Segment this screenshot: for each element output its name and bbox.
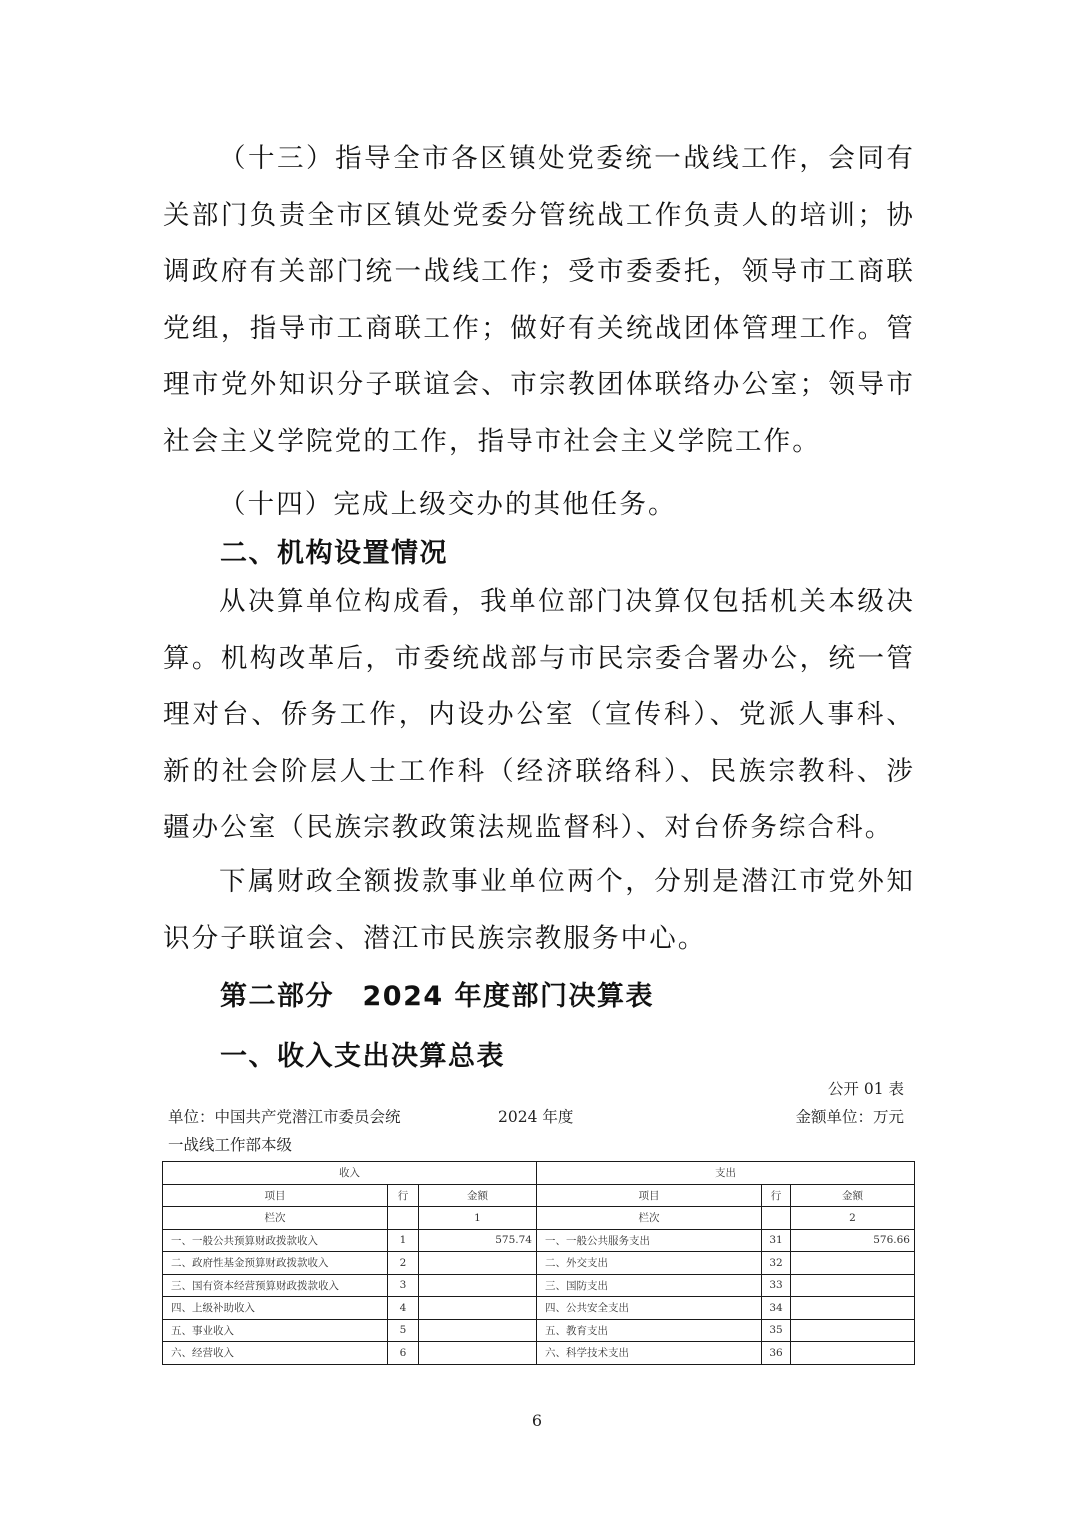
paragraph-organization-1: 从决算单位构成看，我单位部门决算仅包括机关本级决算。机构改革后，市委统战部与市民宗委合署办公，统一管理对台、侨务工作，内设办公室（宣传科）、党派人事科、新的社会阶层人士工作科（经济联络科）、民族宗教科、涉疆办公室（民族宗教政策法规监督科）、对台侨务综合科。 xyxy=(163,586,915,843)
heading-table-one: 一、收入支出决算总表 xyxy=(220,1041,505,1072)
table-section-header-row xyxy=(163,1162,915,1185)
page-number: 6 xyxy=(531,1411,543,1430)
expense-item: 三、国防支出 xyxy=(537,1274,762,1297)
expense-row-no: 34 xyxy=(762,1297,791,1320)
expense-item: 六、科学技术支出 xyxy=(537,1342,762,1365)
expense-section-header: 支出 xyxy=(537,1162,915,1185)
income-item: 六、经营收入 xyxy=(163,1342,388,1365)
table-row xyxy=(163,1252,915,1275)
unit-name-line1: 单位：中国共产党潜江市委员会统 xyxy=(168,1108,401,1126)
expense-item: 一、一般公共服务支出 xyxy=(537,1229,762,1252)
amount-unit: 金额单位：万元 xyxy=(795,1108,904,1126)
income-expense-summary-table xyxy=(162,1161,915,1365)
income-item: 五、事业收入 xyxy=(163,1319,388,1342)
income-item: 四、上级补助收入 xyxy=(163,1297,388,1320)
income-item: 二、政府性基金预算财政拨款收入 xyxy=(163,1252,388,1275)
income-amount xyxy=(419,1252,537,1275)
income-item-header: 项目 xyxy=(163,1184,388,1207)
heading-organization-setup: 二、机构设置情况 xyxy=(220,538,448,569)
expense-amount-header: 金额 xyxy=(791,1184,915,1207)
expense-row-header: 行 xyxy=(762,1184,791,1207)
expense-row-no: 31 xyxy=(762,1229,791,1252)
paragraph-duty-14: （十四）完成上级交办的其他任务。 xyxy=(219,489,677,520)
expense-row-no: 33 xyxy=(762,1274,791,1297)
paragraph-duty-13: （十三）指导全市各区镇处党委统一战线工作，会同有关部门负责全市区镇处党委分管统战工作负责人的培训；协调政府有关部门统一战线工作；受市委委托，领导市工商联党组，指导市工商联工作；做好有关统战团体管理工作。管理市党外知识分子联谊会、市宗教团体联络办公室；领导市社会主义学院党的工作，指导市社会主义学院工作。 xyxy=(163,143,915,457)
expense-index-row-blank xyxy=(762,1207,791,1230)
fiscal-year: 2024 年度 xyxy=(498,1108,574,1126)
heading-part-two: 第二部分 2024 年度部门决算表 xyxy=(220,981,655,1012)
table-column-index-row xyxy=(163,1207,915,1230)
paragraph-organization-2: 下属财政全额拨款事业单位两个，分别是潜江市党外知识分子联谊会、潜江市民族宗教服务中心。 xyxy=(163,866,915,954)
income-row-no: 3 xyxy=(388,1274,419,1297)
expense-amount xyxy=(791,1274,915,1297)
expense-row-no: 35 xyxy=(762,1319,791,1342)
income-item: 一、一般公共预算财政拨款收入 xyxy=(163,1229,388,1252)
income-row-no: 4 xyxy=(388,1297,419,1320)
expense-amount xyxy=(791,1319,915,1342)
expense-amount xyxy=(791,1342,915,1365)
expense-amount xyxy=(791,1252,915,1275)
expense-item-header: 项目 xyxy=(537,1184,762,1207)
income-amount xyxy=(419,1274,537,1297)
table-row xyxy=(163,1274,915,1297)
income-amount: 575.74 xyxy=(419,1229,537,1252)
income-amount-header: 金额 xyxy=(419,1184,537,1207)
income-amount xyxy=(419,1342,537,1365)
income-index-row-blank xyxy=(388,1207,419,1230)
income-row-header: 行 xyxy=(388,1184,419,1207)
expense-index-value: 2 xyxy=(791,1207,915,1230)
expense-item: 五、教育支出 xyxy=(537,1319,762,1342)
expense-index-label: 栏次 xyxy=(537,1207,762,1230)
income-row-no: 2 xyxy=(388,1252,419,1275)
table-column-header-row xyxy=(163,1184,915,1207)
income-amount xyxy=(419,1319,537,1342)
income-index-label: 栏次 xyxy=(163,1207,388,1230)
expense-amount xyxy=(791,1297,915,1320)
expense-item: 四、公共安全支出 xyxy=(537,1297,762,1320)
income-item: 三、国有资本经营预算财政拨款收入 xyxy=(163,1274,388,1297)
income-row-no: 5 xyxy=(388,1319,419,1342)
table-row xyxy=(163,1342,915,1365)
income-index-value: 1 xyxy=(419,1207,537,1230)
table-row xyxy=(163,1319,915,1342)
income-row-no: 6 xyxy=(388,1342,419,1365)
form-code: 公开 01 表 xyxy=(827,1080,904,1098)
expense-item: 二、外交支出 xyxy=(537,1252,762,1275)
table-row xyxy=(163,1229,915,1252)
expense-row-no: 36 xyxy=(762,1342,791,1365)
income-section-header: 收入 xyxy=(163,1162,537,1185)
expense-row-no: 32 xyxy=(762,1252,791,1275)
table-row xyxy=(163,1297,915,1320)
income-row-no: 1 xyxy=(388,1229,419,1252)
income-amount xyxy=(419,1297,537,1320)
unit-name-line2: 一战线工作部本级 xyxy=(168,1136,293,1154)
expense-amount: 576.66 xyxy=(791,1229,915,1252)
